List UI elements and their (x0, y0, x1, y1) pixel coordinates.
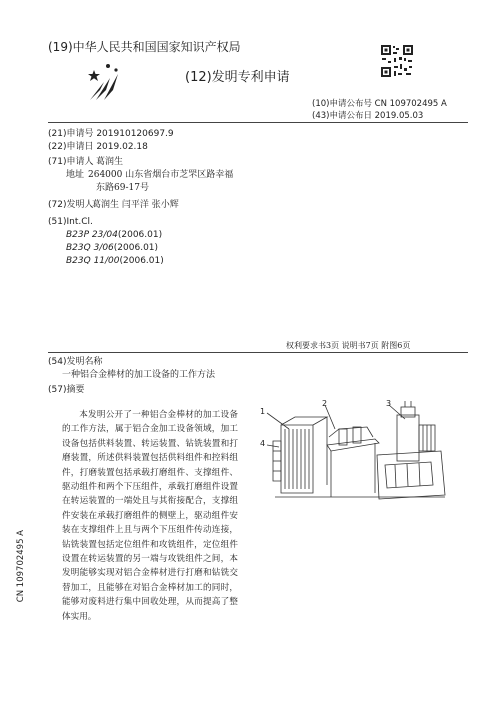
ipc-code: B23P 23/04 (66, 230, 118, 240)
qr-code-icon (380, 44, 414, 78)
inventors: 葛润生 闫平洋 张小辉 (92, 200, 179, 210)
applicant-label: (71)申请人 (48, 157, 94, 167)
ipc-version: (2006.01) (113, 243, 159, 253)
ipc-code: B23Q 3/06 (66, 243, 114, 253)
section-divider (48, 352, 468, 353)
application-number: (21)申请号 201910120697.9 (48, 129, 174, 139)
office-name: (19)中华人民共和国国家知识产权局 (48, 40, 241, 54)
publication-date: (43)申请公布日 2019.05.03 (312, 111, 424, 121)
drawing-label: 4 (260, 439, 266, 448)
patent-office-logo-icon (86, 60, 124, 102)
applicant-name: 葛润生 (96, 157, 124, 167)
ipc-version: (2006.01) (119, 256, 164, 266)
drawing-label: 3 (386, 399, 392, 408)
address-label: 地址 (66, 170, 85, 180)
abstract-label: (57)摘要 (48, 385, 85, 395)
page-counts: 权利要求书3页 说明书7页 附图6页 (286, 341, 411, 350)
drawing-label: 1 (260, 407, 266, 416)
inventors-label: (72)发明人 (48, 200, 94, 210)
abstract-text: 本发明公开了一种铝合金棒材的加工设备的工作方法，属于铝合金加工设备领域，加工设备包括供料装置、转运装置、钻铣装置和打磨装置，所述供料装置包括供料组件和控料组件，打磨装置包括承载打磨组件、支撑组件、驱动组件和两个下压组件，承载打磨组件设置在转运装置的一端处且与其衔接配合，支撑组件安装在承载打磨组件的侧壁上，驱动组件安装在支撑组件上且与两个下压组件传动连接，钻铣装置包括定位组件和攻铣组件，定位组件设置在转运装置的另一端与攻铣组件之间，本发明能够实现对铝合金棒材进行打磨和钻铣交替加工，且能够在对铝合金棒材加工的同时，能够对废料进行集中回收处理，从而提高了整体实用。 (62, 410, 238, 622)
ipc-code: B23Q 11/00 (66, 256, 120, 266)
application-date: (22)申请日 2019.02.18 (48, 142, 148, 152)
document-type: (12)发明专利申请 (185, 70, 290, 85)
ipc-entry (66, 229, 162, 241)
address-line-1: 264000 山东省烟台市芝罘区路幸福 (88, 170, 234, 180)
intcl-label: (51)Int.Cl. (48, 217, 93, 227)
ipc-entry (66, 242, 158, 254)
drawing-label: 2 (322, 399, 328, 408)
side-publication-number: CN 109702495 A (16, 530, 26, 603)
patent-drawing (255, 385, 455, 510)
ipc-version: (2006.01) (117, 230, 163, 240)
title-label: (54)发明名称 (48, 357, 103, 367)
publication-number: (10)申请公布号 CN 109702495 A (312, 99, 447, 109)
address-line-2: 东路69-17号 (96, 183, 149, 193)
invention-title: 一种铝合金棒材的加工设备的工作方法 (62, 370, 216, 380)
header-divider (48, 122, 468, 123)
ipc-entry (66, 255, 164, 267)
